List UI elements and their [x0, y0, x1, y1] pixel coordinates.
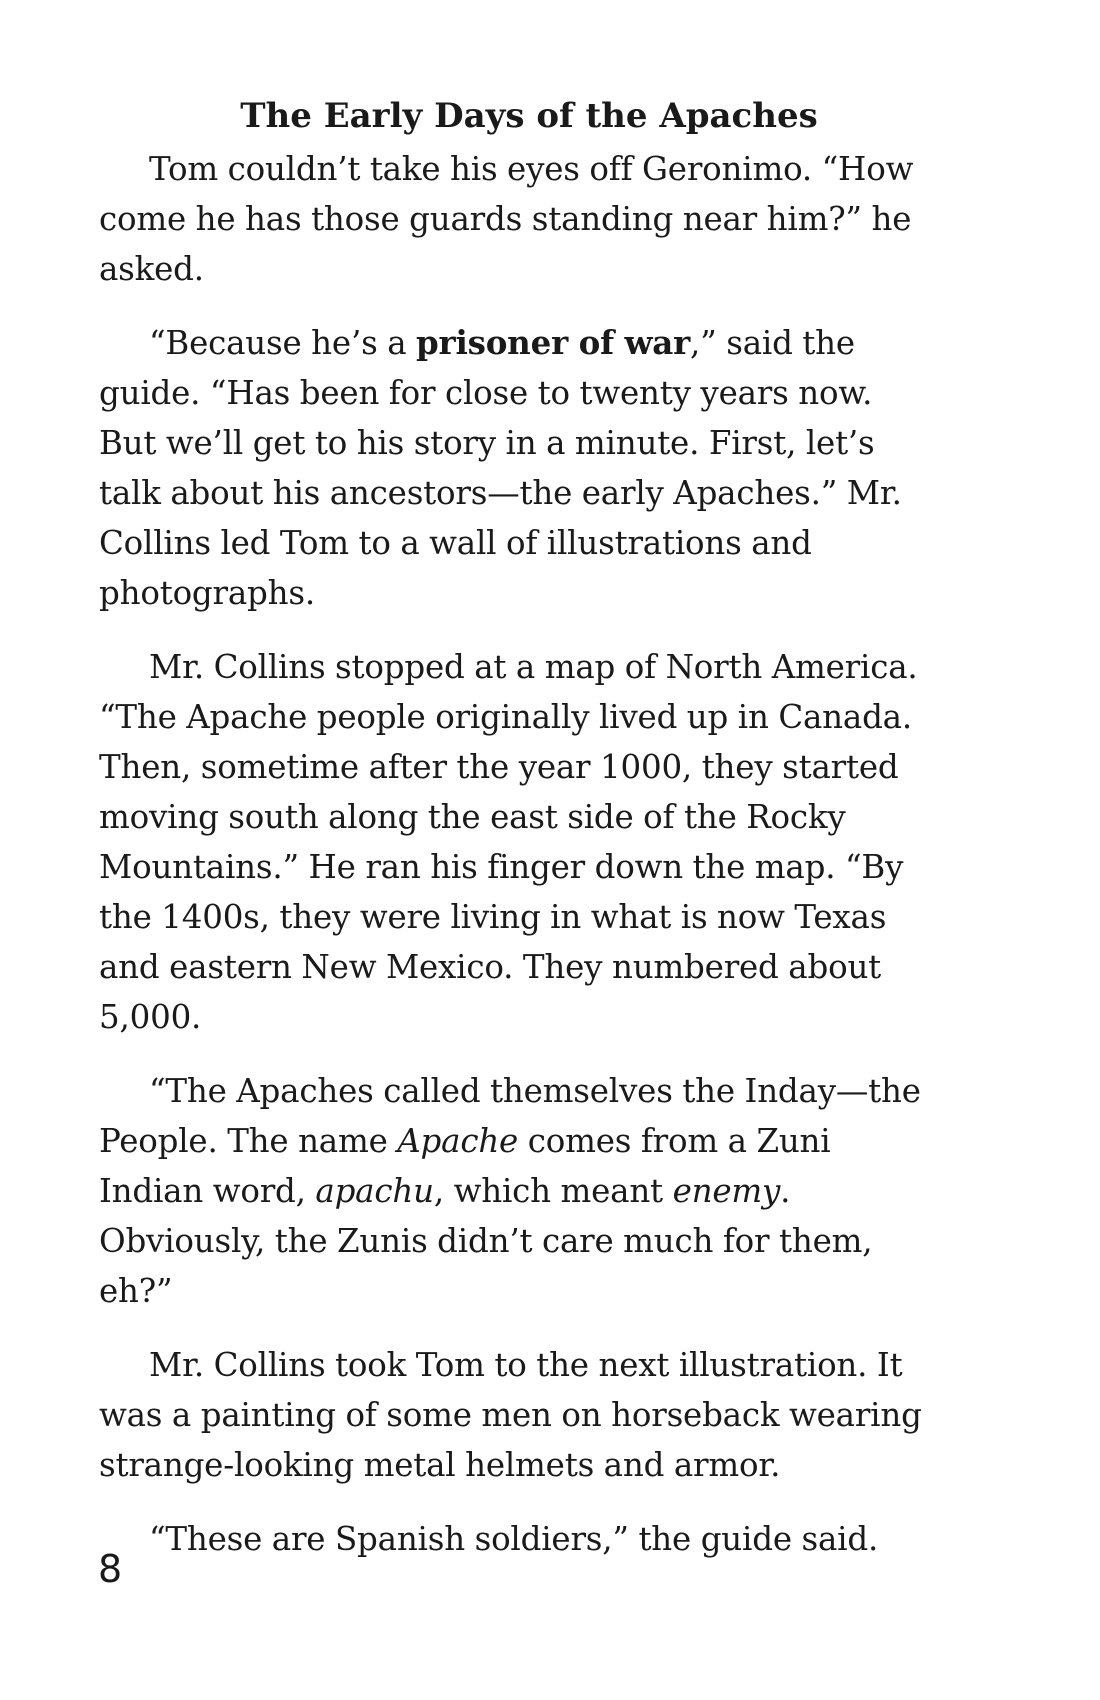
paragraph-4-segment-4: . Obviously, the Zunis didn’t care much for them, eh?”	[99, 1172, 873, 1310]
paragraph-2-bold-term: prisoner of war	[416, 323, 691, 362]
page-body	[99, 88, 939, 1588]
paragraph-2-text-after: ,” said the guide. “Has been for close to twenty years now. But we’ll get to his story in a minute. First, let’s talk about his ancestors—the early Apaches.” Mr. Collins led Tom to a wall of illustrations and photographs.	[99, 324, 902, 612]
paragraph-4-segment-1: “The Apaches called themselves the Inday—the People. The name	[99, 1072, 921, 1160]
paragraph-2	[99, 318, 939, 618]
chapter-heading: The Early Days of the Apaches	[240, 96, 818, 136]
page-number: 8	[98, 1547, 123, 1591]
paragraph-4-italic-apachu: apachu	[315, 1172, 434, 1210]
paragraph-3: Mr. Collins stopped at a map of North America. “The Apache people originally lived up in Canada. Then, sometime after the year 1000, they started moving south along the east side of the Rocky Mountains.” He ran his finger down the map. “By the 1400s, they were living in what is now Texas and eastern New Mexico. They numbered about 5,000.	[99, 648, 918, 1036]
paragraph-4-segment-2: comes from a Zuni Indian word,	[99, 1122, 831, 1210]
paragraph-6: “These are Spanish soldiers,” the guide said.	[149, 1520, 879, 1558]
paragraph-2-text-before: “Because he’s a	[149, 324, 416, 362]
paragraph-1: Tom couldn’t take his eyes off Geronimo. “How come he has those guards standing near him?” he asked.	[99, 150, 914, 288]
paragraph-4-segment-3: , which meant	[433, 1172, 673, 1210]
paragraph-5: Mr. Collins took Tom to the next illustration. It was a painting of some men on horseback wearing strange-looking metal helmets and armor.	[99, 1346, 922, 1484]
paragraph-4	[99, 1066, 939, 1316]
paragraph-4-italic-enemy: enemy	[672, 1172, 781, 1210]
paragraph-4-italic-apache: Apache	[397, 1122, 519, 1160]
